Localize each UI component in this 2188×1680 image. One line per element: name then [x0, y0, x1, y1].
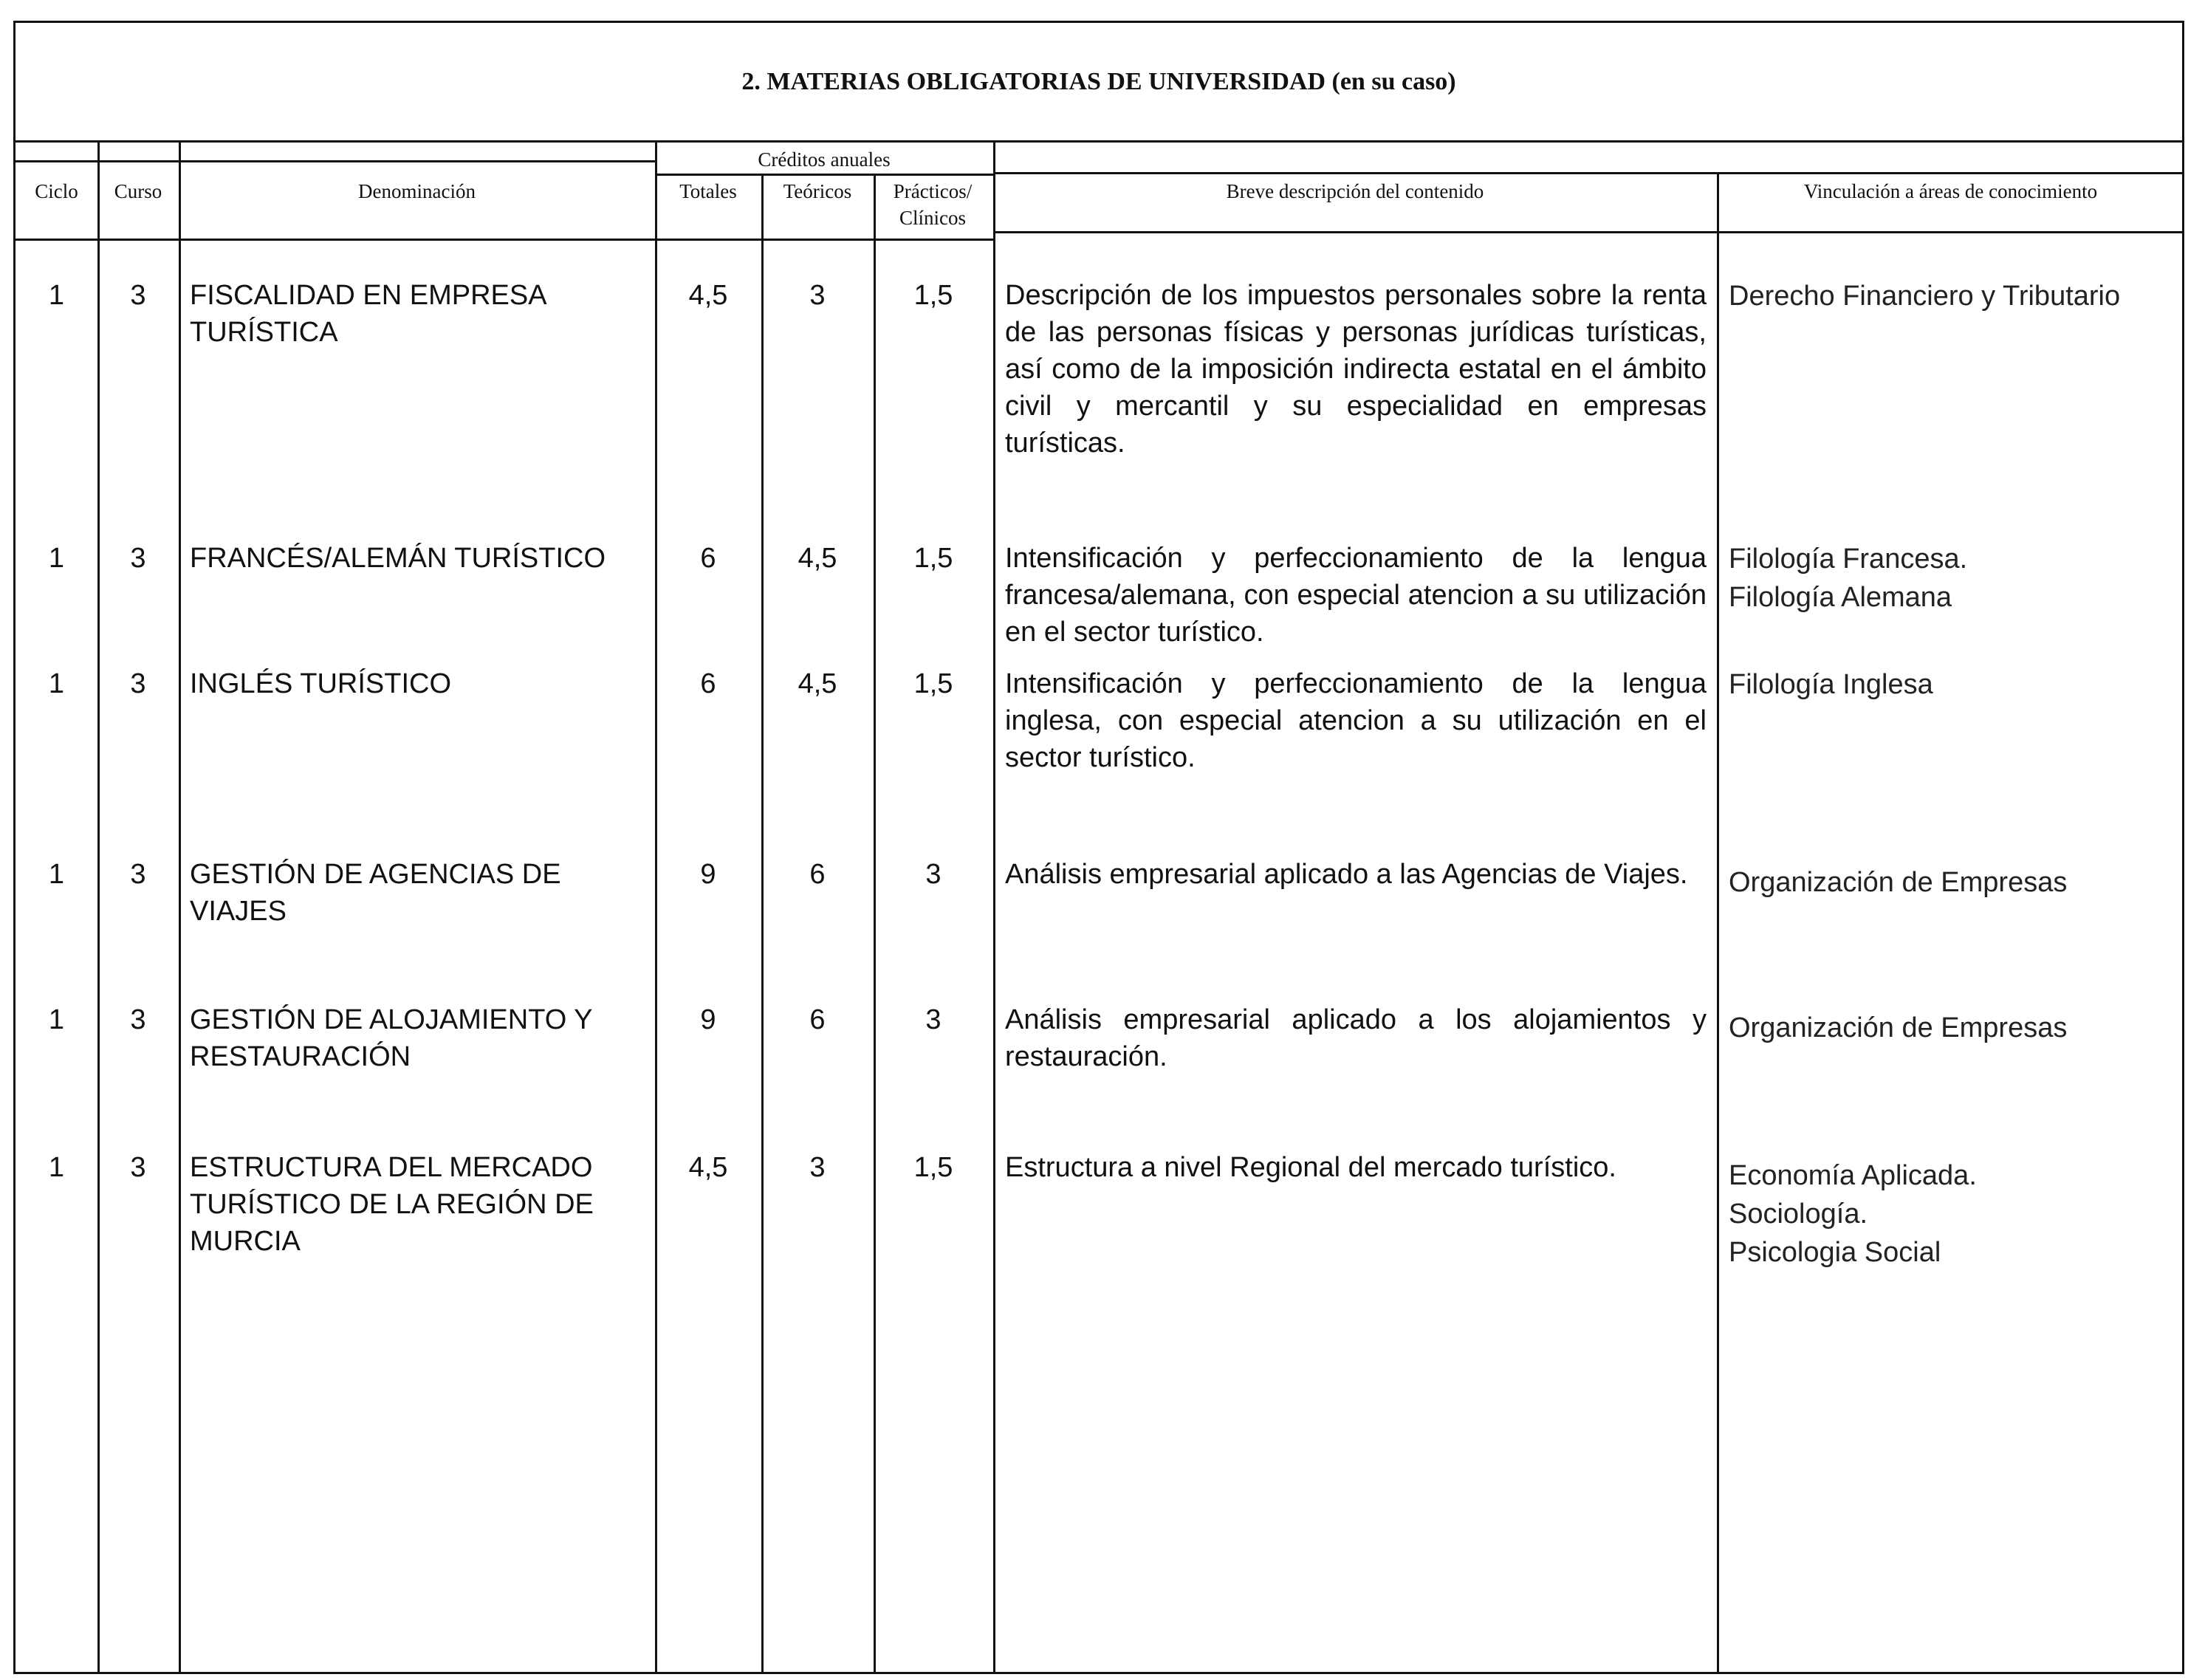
- cell-ciclo: 1: [48, 859, 65, 890]
- area-line: Economía Aplicada.: [1729, 1160, 1977, 1191]
- cell-denominacion: FRANCÉS/ALEMÁN TURÍSTICO: [190, 543, 606, 574]
- header-practicos: Prácticos/ Clínicos: [893, 180, 973, 229]
- subjects-table: [13, 21, 2184, 1674]
- row-rule: [655, 174, 993, 176]
- cell-denominacion: GESTIÓN DE ALOJAMIENTO Y RESTAURACIÓN: [190, 1004, 592, 1072]
- area-line: Psicologia Social: [1729, 1237, 1941, 1268]
- row-rule: [16, 239, 993, 241]
- page-title: 2. MATERIAS OBLIGATORIAS DE UNIVERSIDAD (en su caso): [16, 23, 2182, 143]
- cell-ciclo: 1: [48, 668, 65, 699]
- cell-descripcion: Estructura a nivel Regional del mercado turístico.: [1005, 1152, 1616, 1183]
- cell-denominacion: GESTIÓN DE AGENCIAS DE VIAJES: [190, 859, 561, 927]
- cell-curso: 3: [130, 859, 146, 890]
- cell-area: [1729, 665, 2179, 704]
- cell-denominacion: FISCALIDAD EN EMPRESA TURÍSTICA: [190, 280, 546, 348]
- col-rule: [761, 174, 764, 1672]
- cell-teoricos: 4,5: [798, 543, 837, 574]
- cell-curso: 3: [130, 1004, 146, 1035]
- cell-area: [1729, 863, 2179, 902]
- area-line: Organización de Empresas: [1729, 1012, 2068, 1043]
- cell-area: [1729, 277, 2179, 315]
- cell-descripcion: Análisis empresarial aplicado a las Agencias de Viajes.: [1005, 859, 1688, 890]
- cell-practicos: 3: [925, 1004, 942, 1035]
- area-line: Derecho Financiero y Tributario: [1729, 281, 2121, 312]
- cell-teoricos: 6: [809, 859, 826, 890]
- cell-area: [1729, 1009, 2179, 1047]
- cell-denominacion: ESTRUCTURA DEL MERCADO TURÍSTICO DE LA REGIÓN DE MURCIA: [190, 1152, 594, 1257]
- header-creditos: Créditos anuales: [758, 148, 891, 171]
- header-ciclo: Ciclo: [35, 180, 78, 202]
- header-vinculacion: Vinculación a áreas de conocimiento: [1803, 180, 2098, 202]
- cell-curso: 3: [130, 1152, 146, 1183]
- col-rule: [993, 143, 995, 1672]
- header-teoricos: Teóricos: [783, 180, 852, 202]
- cell-descripcion: Análisis empresarial aplicado a los alojamientos y restauración.: [1005, 1004, 1707, 1072]
- cell-teoricos: 4,5: [798, 668, 837, 699]
- cell-ciclo: 1: [48, 543, 65, 574]
- cell-practicos: 1,5: [913, 543, 953, 574]
- cell-totales: 6: [700, 543, 716, 574]
- cell-descripcion: Descripción de los impuestos personales sobre la renta de las personas físicas y personas jurídicas turísticas, así como de la imposición indirecta estatal en el ámbito civil y mercantil y su especialidad en empresas turísticas.: [1005, 280, 1707, 459]
- header-totales: Totales: [679, 180, 737, 202]
- col-rule: [179, 143, 181, 1672]
- area-line: Sociología.: [1729, 1199, 1868, 1230]
- row-rule: [16, 160, 655, 162]
- cell-area: [1729, 540, 2179, 617]
- area-line: Filología Francesa.: [1729, 544, 1968, 575]
- col-rule: [655, 143, 657, 1672]
- col-rule: [874, 174, 876, 1672]
- area-line: Filología Inglesa: [1729, 669, 1933, 700]
- row-rule: [993, 231, 2184, 233]
- header-denominacion: Denominación: [358, 180, 476, 202]
- cell-area: [1729, 1156, 2179, 1272]
- cell-ciclo: 1: [48, 1004, 65, 1035]
- header-descripcion: Breve descripción del contenido: [1226, 180, 1484, 202]
- cell-curso: 3: [130, 280, 146, 311]
- header-curso: Curso: [114, 180, 162, 202]
- cell-totales: 4,5: [688, 280, 728, 311]
- cell-curso: 3: [130, 543, 146, 574]
- cell-teoricos: 6: [809, 1004, 826, 1035]
- cell-practicos: 1,5: [913, 280, 953, 311]
- cell-practicos: 1,5: [913, 1152, 953, 1183]
- cell-practicos: 3: [925, 859, 942, 890]
- cell-totales: 6: [700, 668, 716, 699]
- cell-teoricos: 3: [809, 280, 826, 311]
- row-rule: [993, 172, 2184, 174]
- cell-totales: 9: [700, 1004, 716, 1035]
- col-rule: [97, 143, 100, 1672]
- cell-totales: 9: [700, 859, 716, 890]
- cell-practicos: 1,5: [913, 668, 953, 699]
- col-rule: [1717, 174, 1719, 1672]
- cell-curso: 3: [130, 668, 146, 699]
- cell-totales: 4,5: [688, 1152, 728, 1183]
- cell-descripcion: Intensificación y perfeccionamiento de la lengua francesa/alemana, con especial atencion a su utilización en el sector turístico.: [1005, 543, 1707, 648]
- cell-ciclo: 1: [48, 1152, 65, 1183]
- cell-descripcion: Intensificación y perfeccionamiento de la lengua inglesa, con especial atencion a su utilización en el sector turístico.: [1005, 668, 1707, 773]
- cell-denominacion: INGLÉS TURÍSTICO: [190, 668, 452, 699]
- area-line: Organización de Empresas: [1729, 867, 2068, 898]
- cell-ciclo: 1: [48, 280, 65, 311]
- area-line: Filología Alemana: [1729, 582, 1952, 613]
- cell-teoricos: 3: [809, 1152, 826, 1183]
